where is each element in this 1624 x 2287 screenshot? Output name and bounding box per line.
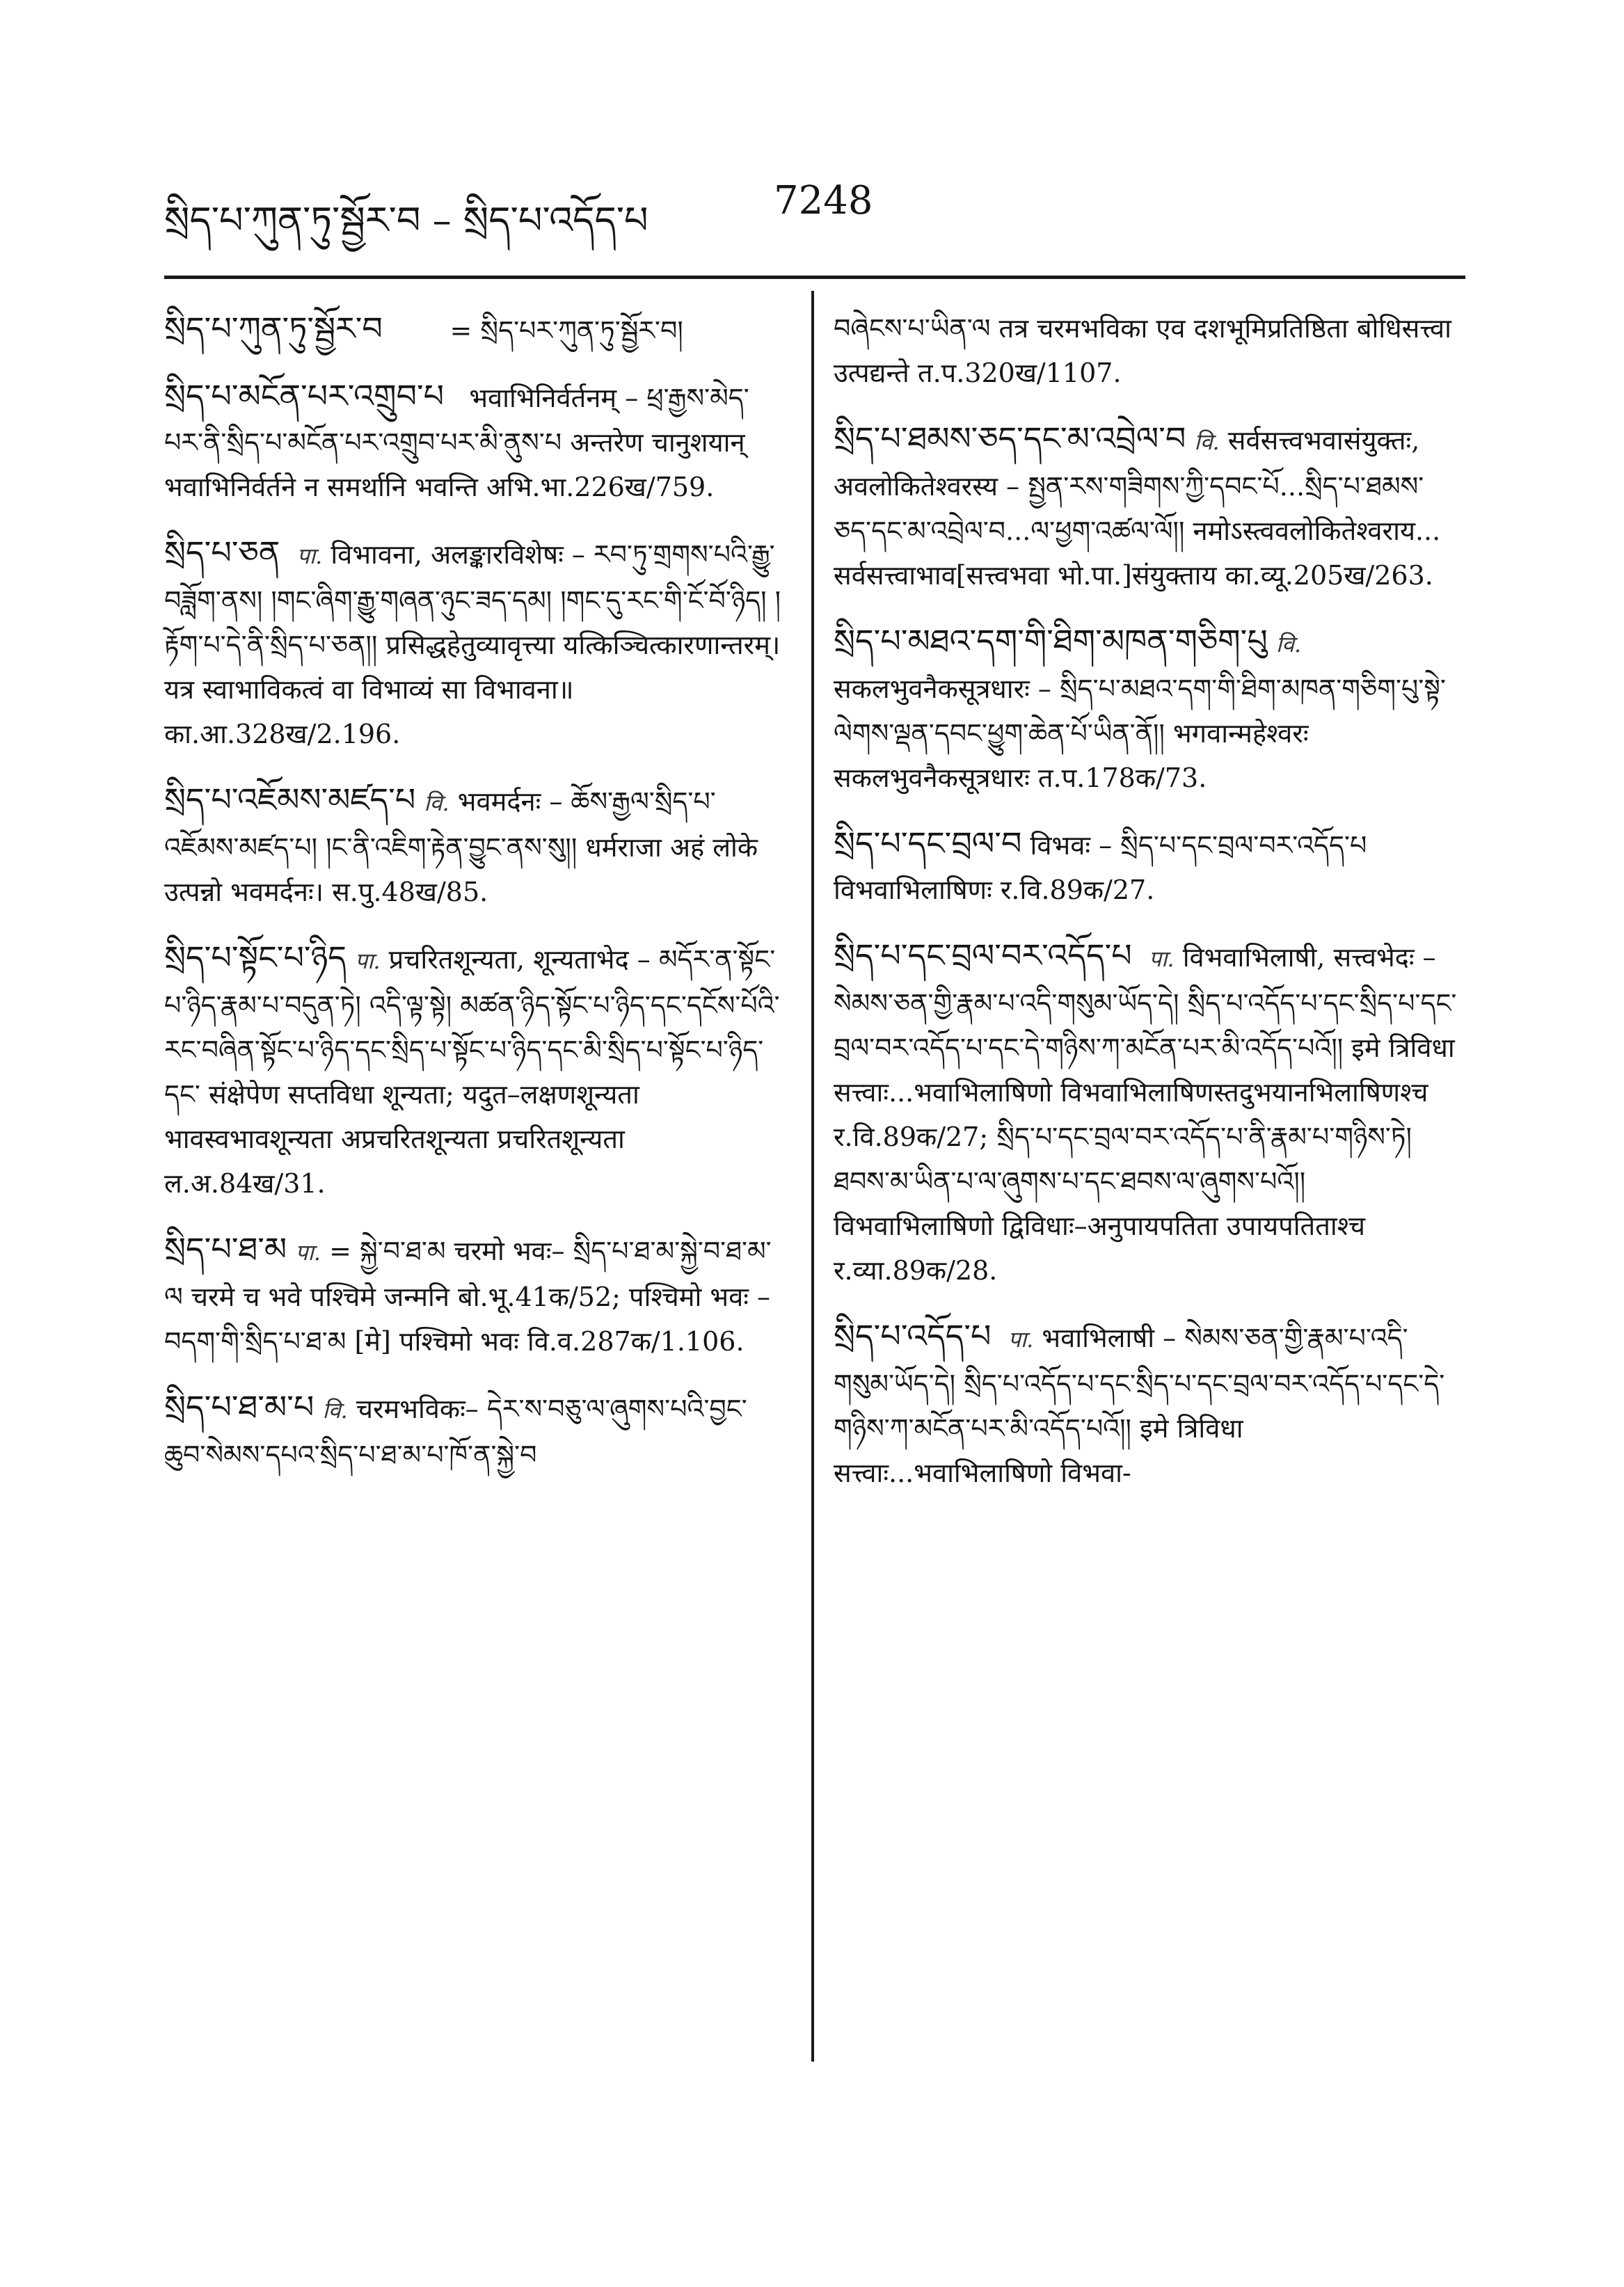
header-title: སྲིད་པ་ཀུན་ཏུ་སྦྱོར་བ – སྲིད་པ་འདོད་པ [164,198,648,242]
dictionary-entry [834,933,1460,1293]
entry-body: भवाभिनिर्वर्तनम् – ཕྲ་རྒྱས་མེད་པར་ནི་སྲིད་པ་མངོན་པར་འགྲུབ་པར་མི་ནུས་པ अन्तरेण चानुशयान् भवाभिनिर्वर्तने न समर्थानि भवन्ति अभि.भा.226ख/759. [164,383,749,502]
entry-body: सर्वसत्त्वभवासंयुक्तः, अवलोकितेश्वरस्य – སྤྱན་རས་གཟིགས་ཀྱི་དབང་པོ...སྲིད་པ་ཐམས་ཅད་དང་མ་འབྲེལ་བ...ལ་ཕྱག་འཚལ་ལོ།། नमोऽस्त्ववलोकितेश्वराय... सर्वसत्त्वाभाव[सत्त्वभवा भो.पा.]संयुक्ताय का.व्यू.205ख/263. [834,425,1441,591]
entry-headword: སྲིད་པ་ཐ་མ་པ [164,1388,315,1426]
entry-abbreviation: वि. [322,1397,348,1424]
entry-body: विभवाभिलाषी, सत्त्वभेदः – སེམས་ཅན་གྱི་རྣམ་པ་འདི་གསུམ་ཡོད་དེ། སྲིད་པ་འདོད་པ་དང་སྲིད་པ་དང་བྲལ་བར་འདོད་པ་དང་དེ་གཉིས་ཀ་མངོན་པར་མི་འདོད་པའོ།། इमे त्रिविधा सत्त्वाः...भवाभिलाषिणो विभवाभिलाषिणस्तदुभयानभिलाषिणश्च र.वि.89क/27; སྲིད་པ་དང་བྲལ་བར་འདོད་པ་ནི་རྣམ་པ་གཉིས་ཏེ། ཐབས་མ་ཡིན་པ་ལ་ཞུགས་པ་དང་ཐབས་ལ་ཞུགས་པའོ།། विभवाभिलाषिणो द्विविधाः–अनुपायपतिता उपायपतिताश्च र.व्या.89क/28. [834,942,1457,1286]
header-rule [164,276,1465,279]
entry-abbreviation: पा. [354,948,381,974]
left-column [164,306,788,1498]
entry-body: = སྲིད་པར་ཀུན་ཏུ་སྦྱོར་བ། [449,315,683,346]
entry-body: चरमभविकः– དེར་ས་བཅུ་ལ་ཞུགས་པའི་བྱང་ཆུབ་སེམས་དཔའ་སྲིད་པ་ཐ་མ་པ་ཁོ་ན་སྐྱེ་བ [164,1394,747,1470]
entry-abbreviation: वि. [1194,429,1220,455]
dictionary-entry [834,416,1460,598]
page-number: 7248 [774,178,873,223]
entry-body: = སྐྱེ་བ་ཐ་མ चरमो भवः– སྲིད་པ་ཐ་མ་སྐྱེ་བ་ཐ་མ་ལ चरमे च भवे पश्चिमे जन्मनि बो.भू.41क/52; पश्चिमो भवः – བདག་གི་སྲིད་པ་ཐ་མ [मे] पश्चिमो भवः वि.व.287क/1.106. [164,1236,772,1357]
entry-abbreviation: वि. [1275,631,1302,658]
dictionary-entry [164,306,788,353]
dictionary-entry [164,1227,788,1364]
dictionary-entry [834,821,1460,912]
dictionary-entry [164,935,788,1206]
entry-body: विभावना, अलङ्कारविशेषः – རབ་ཏུ་གྲགས་པའི་རྒྱུ་བཟློག་ནས། །གང་ཞིག་རྒྱུ་གཞན་ཉུང་ཟད་དམ། །གང་དུ་རང་གི་ངོ་བོ་ཉིད། །རྟོག་པ་དེ་ནི་སྲིད་པ་ཅན།། प्रसिद्धहेतुव्यावृत्त्या यत्किञ्चित्कारणान्तरम्। यत्र स्वाभाविकत्वं वा विभाव्यं सा विभावना॥ का.आ.328ख/2.196. [164,539,781,749]
entry-body: भवमर्दनः – ཆོས་རྒྱལ་སྲིད་པ་འཇོམས་མཛད་པ། །ང་ནི་འཇིག་རྟེན་བྱུང་ནས་སུ།། धर्मराजा अहं लोके उत्पन्नो भवमर्दनः। स.पु.48ख/85. [164,786,758,907]
entry-headword: སྲིད་པ་ཅན [164,534,280,571]
dictionary-entry [164,1385,788,1477]
dictionary-entry [834,1314,1460,1495]
right-column [834,306,1460,1516]
entry-headword: སྲིད་པ་དང་བྲལ་བར་འདོད་པ [834,937,1132,974]
entry-body: सकलभुवनैकसूत्रधारः – སྲིད་པ་མཐའ་དག་གི་ཐིག་མཁན་གཅིག་པུ་སྟེ་ལེགས་ལྡན་དབང་ཕྱུག་ཆེན་པོ་ཡིན་ནོ།། भगवान्महेश्वरः सकलभुवनैकसूत्रधारः त.प.178क/73. [834,674,1446,793]
entry-body: བཞེངས་པ་ཡིན་ལ तत्र चरमभविका एव दशभूमिप्रतिष्ठिता बोधिसत्त्वा उत्पद्यन्ते त.प.320ख/1107. [834,313,1451,388]
dictionary-entry [164,374,788,509]
entry-headword: སྲིད་པ་མངོན་པར་འགྲུབ་པ [164,377,445,415]
entry-body: प्रचरितशून्यता, शून्यताभेद – མདོར་ན་སྟོང་པ་ཉིད་རྣམ་པ་བདུན་ཏེ། འདི་ལྟ་སྟེ། མཚན་ཉིད་སྟོང་པ་ཉིད་དང་དངོས་པོའི་རང་བཞིན་སྟོང་པ་ཉིད་དང་སྲིད་པ་སྟོང་པ་ཉིད་དང་མི་སྲིད་པ་སྟོང་པ་ཉིད་དང་ संक्षेपेण सप्तविधा शून्यता; यदुत–लक्षणशून्यता भावस्वभावशून्यता अप्रचरितशून्यता प्रचरितशून्यता ल.अ.84ख/31. [164,944,780,1199]
entry-abbreviation: पा. [296,543,323,569]
entry-body: भवाभिलाषी – སེམས་ཅན་གྱི་རྣམ་པ་འདི་གསུམ་ཡོད་དེ། སྲིད་པ་འདོད་པ་དང་སྲིད་པ་དང་བྲལ་བར་འདོད་པ་དང་དེ་གཉིས་ཀ་མངོན་པར་མི་འདོད་པའོ།། इमे त्रिविधा सत्त्वाः...भवाभिलाषिणो विभवा- [834,1323,1445,1488]
page-header [164,166,1465,249]
column-divider [811,291,814,2062]
entry-headword: སྲིད་པ་འདོད་པ [834,1317,992,1355]
entry-abbreviation: वि. [424,790,449,816]
entry-headword: སྲིད་པ་འཇོམས་མཛད་པ [164,781,416,818]
entry-body: विभवः – སྲིད་པ་དང་བྲལ་བར་འདོད་པ विभवाभिलाषिणः र.वि.89क/27. [834,830,1367,905]
entry-abbreviation: पा. [1148,946,1175,972]
entry-headword: སྲིད་པ་སྟོང་པ་ཉིད [164,939,347,976]
entry-headword: སྲིད་པ་ཀུན་ཏུ་སྦྱོར་བ [164,310,383,347]
dictionary-entry [834,619,1460,800]
dictionary-entry [164,530,788,756]
entry-headword: སྲིད་པ་ཐ་མ [164,1230,287,1268]
entry-headword: སྲིད་པ་དང་བྲལ་བ [834,824,1022,862]
entry-headword: སྲིད་པ་ཐམས་ཅད་དང་མ་འབྲེལ་བ [834,420,1186,457]
entry-abbreviation: पा. [1008,1326,1034,1353]
dictionary-entry [164,777,788,914]
entry-headword: སྲིད་པ་མཐའ་དག་གི་ཐིག་མཁན་གཅིག་པུ [834,622,1268,660]
dictionary-entry-continued [834,306,1460,395]
entry-abbreviation: पा. [295,1239,321,1266]
